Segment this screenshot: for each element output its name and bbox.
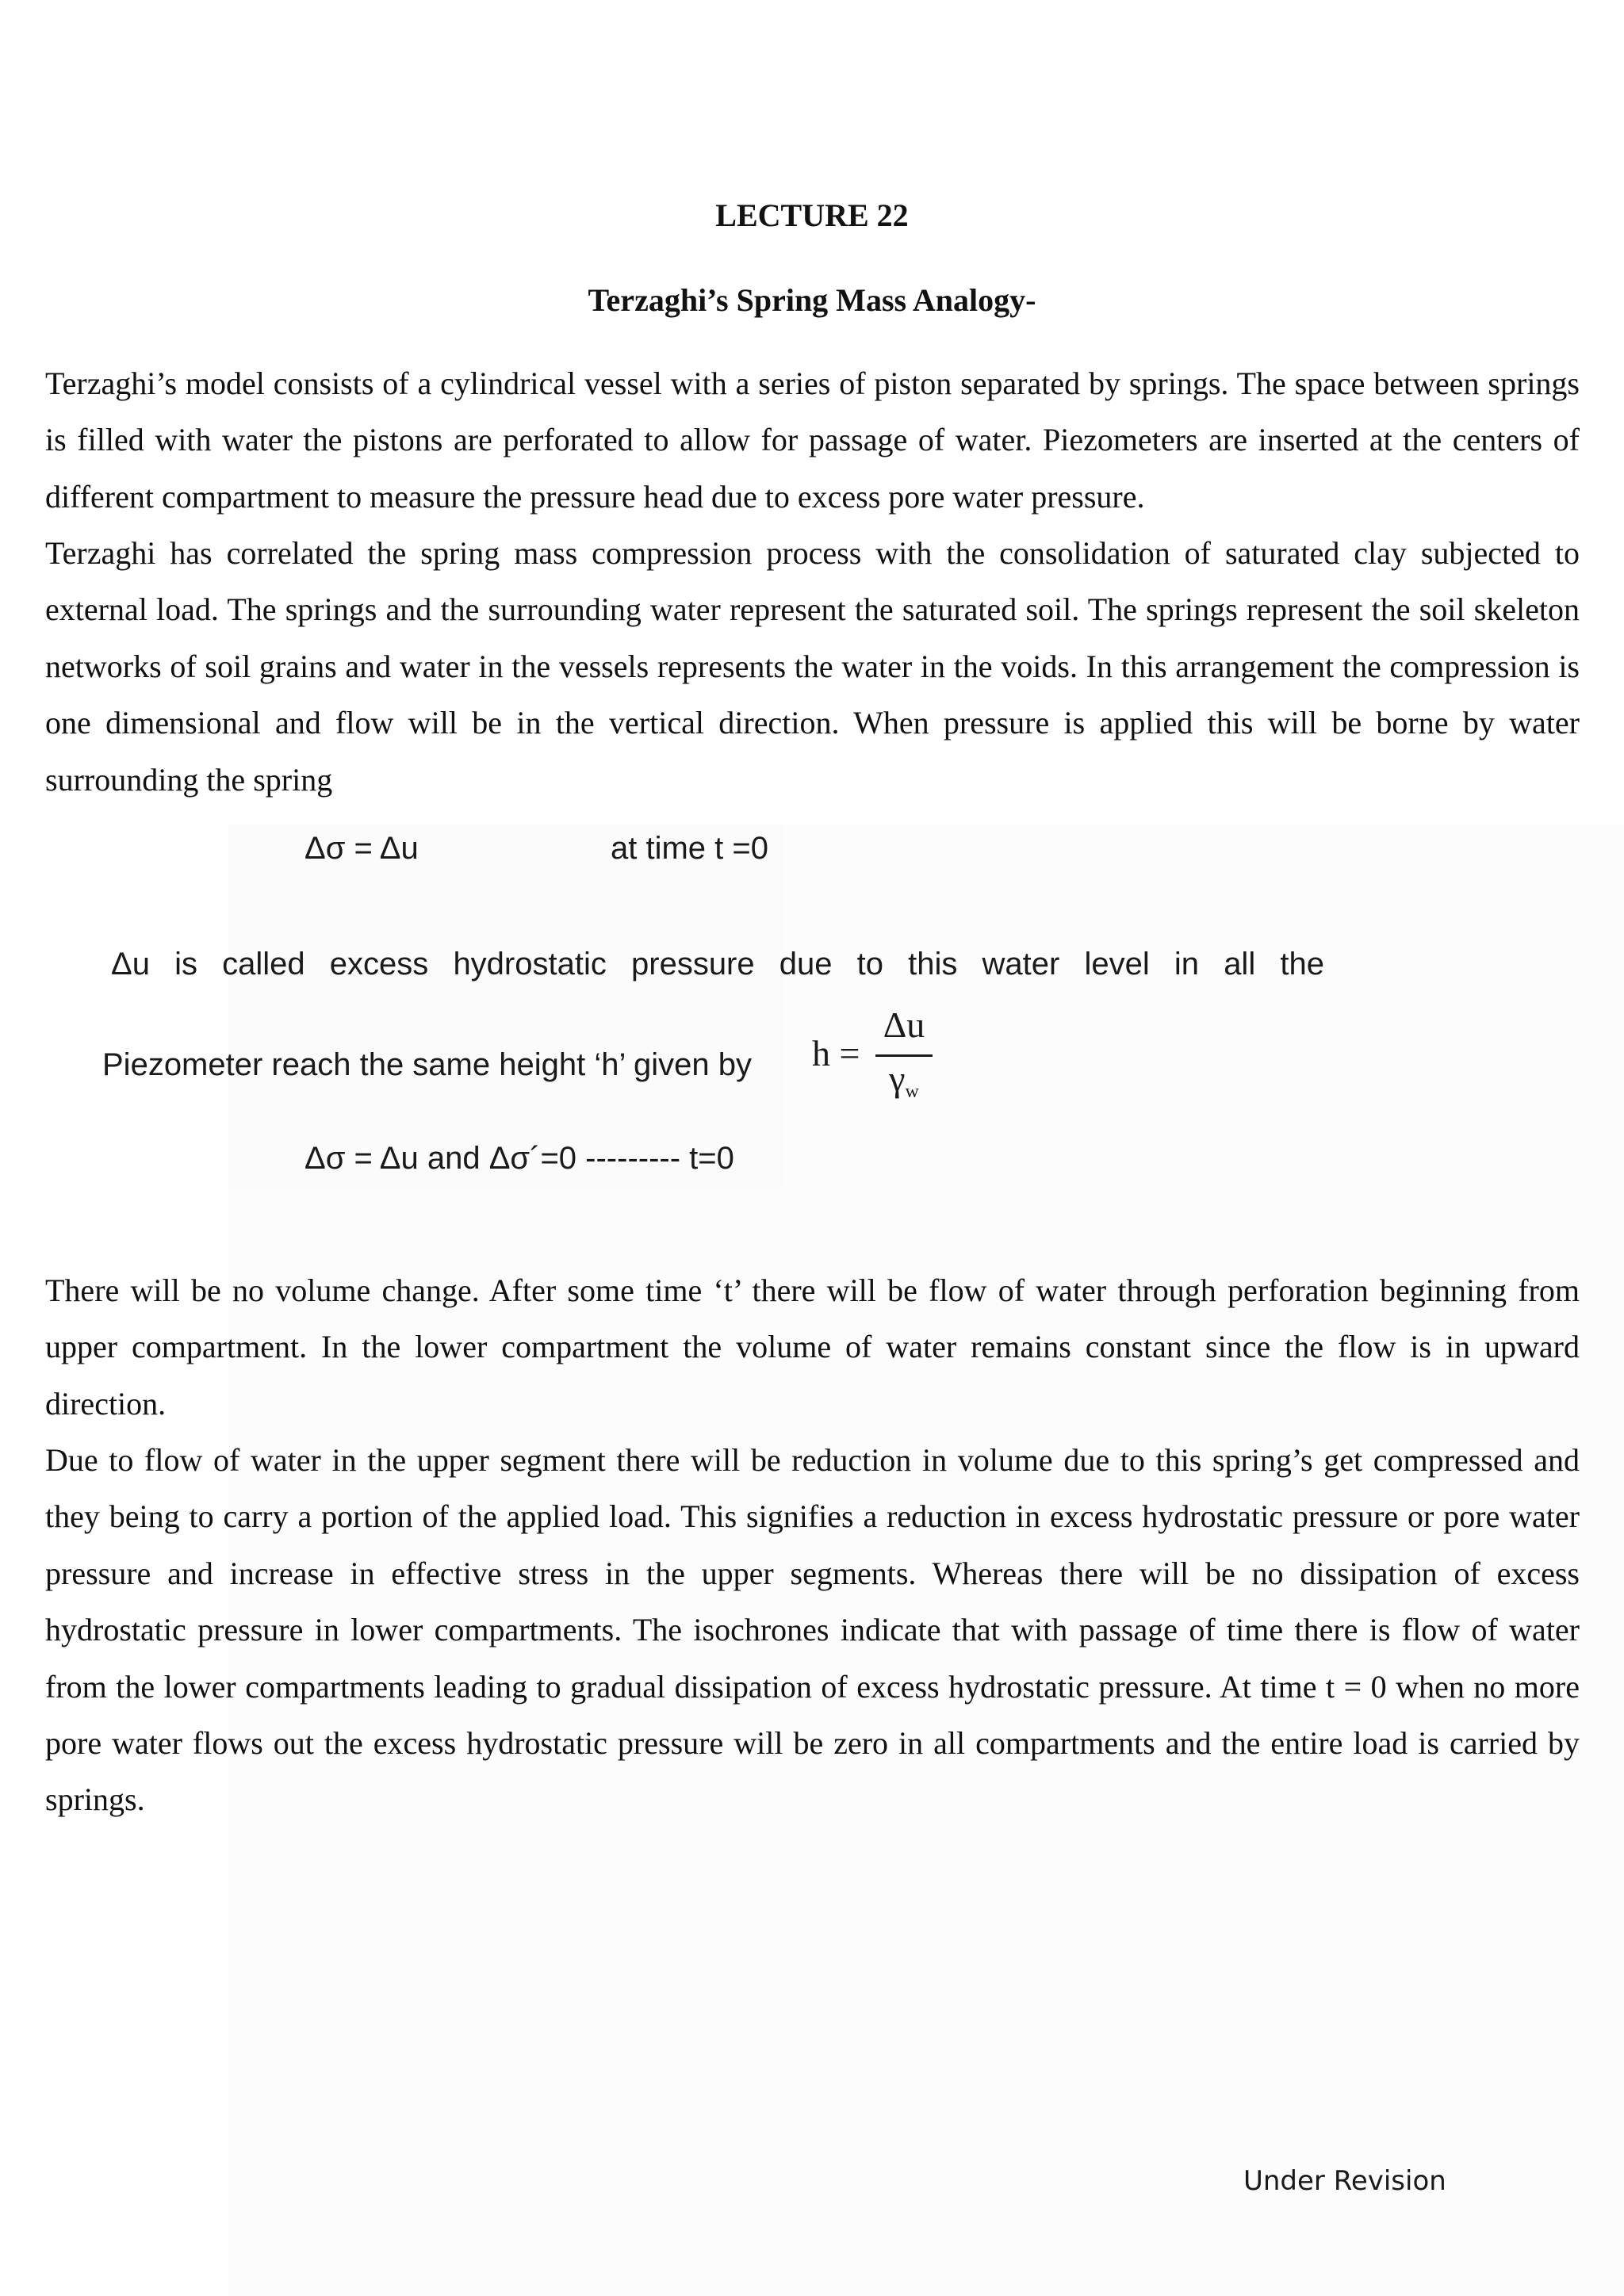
formula-numerator: Δu xyxy=(883,1004,925,1045)
paragraph-spring-analogy: Terzaghi has correlated the spring mass compression process with the consolidation of saturated clay subjected to external load. The springs and the surrounding water represent the saturated soil. The springs represent the soil skeleton networks of soil grains and water in the vessels represents the water in the voids. In this arrangement the compression is one dimensional and flow will be in the vertical direction. When pressure is applied this will be borne by water surrounding the spring xyxy=(45,535,1580,798)
word: the xyxy=(1280,947,1324,982)
footer-revision-note: Under Revision xyxy=(1243,2165,1446,2197)
word: is xyxy=(174,947,197,982)
paragraph-volume-change: There will be no volume change. After some time ‘t’ there will be flow of water through perforation beginning from upper compartment. In the lower compartment the volume of water remains constant since the flow is in upward direction. xyxy=(45,1272,1580,1422)
word: level xyxy=(1084,947,1150,982)
gamma-symbol: γ xyxy=(889,1058,906,1099)
section-title: Terzaghi’s Spring Mass Analogy- xyxy=(588,282,1036,318)
formula-denominator xyxy=(875,1058,933,1102)
word: to xyxy=(856,947,884,982)
equation-effective-stress-zero: Δσ = Δu and Δσ´=0 --------- t=0 xyxy=(304,1141,734,1176)
scanned-region-background-upper xyxy=(228,825,783,1189)
paragraph-dissipation: Due to flow of water in the upper segment there will be reduction in volume due to this spring’s get compressed and they being to carry a portion of the applied load. This signifies a reduction in excess hydrostatic pressure or pore water pressure and increase in effective stress in the upper segments. Whereas there will be no dissipation of excess hydrostatic pressure in lower compartments. The isochrones indicate that with passage of time there is flow of water from the lower compartments leading to gradual dissipation of excess hydrostatic pressure. At time t = 0 when no more pore water flows out the excess hydrostatic pressure will be zero in all compartments and the entire load is carried by springs. xyxy=(45,1442,1580,1818)
equation-time-condition: at time t =0 xyxy=(611,831,768,866)
word: excess xyxy=(329,947,429,982)
word: called xyxy=(222,947,305,982)
word: Δu xyxy=(111,947,150,982)
lecture-title: LECTURE 22 xyxy=(715,197,909,233)
paragraph-model-description: Terzaghi’s model consists of a cylindrical vessel with a series of piston separated by springs. The space between springs is filled with water the pistons are perforated to allow for passage of water. Piezometers are inserted at the centers of different compartment to measure the pressure head due to excess pore water pressure. xyxy=(45,365,1580,515)
excess-pressure-statement xyxy=(111,948,1324,980)
formula-lhs: h = xyxy=(812,1033,860,1073)
word: due xyxy=(779,947,833,982)
word: pressure xyxy=(631,947,755,982)
equation-stress-equals-pore-pressure: Δσ = Δu xyxy=(304,831,419,866)
word: water xyxy=(982,947,1060,982)
word: all xyxy=(1224,947,1256,982)
fraction-bar xyxy=(875,1054,933,1057)
word: this xyxy=(908,947,958,982)
piezometer-height-statement: Piezometer reach the same height ‘h’ given by xyxy=(102,1047,752,1082)
word: hydrostatic xyxy=(453,947,607,982)
subscript-w: w xyxy=(905,1081,919,1102)
head-formula xyxy=(812,1004,939,1118)
word: in xyxy=(1174,947,1200,982)
